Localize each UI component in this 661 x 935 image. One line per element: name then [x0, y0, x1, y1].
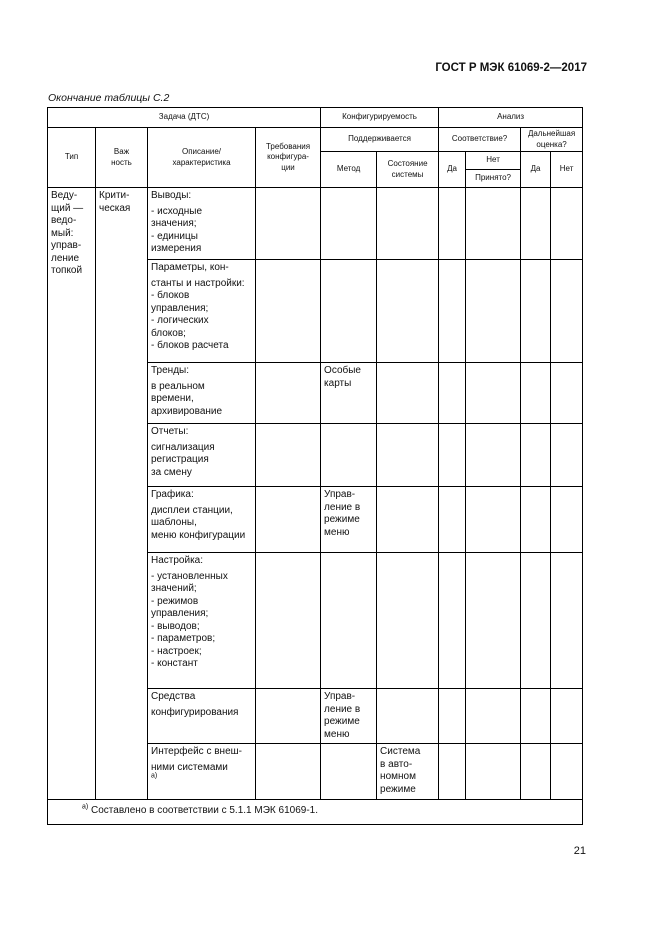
header-config-req-line: Требования — [265, 141, 311, 151]
description-cell — [148, 188, 256, 260]
further-no-cell — [551, 744, 583, 800]
compliance-no-cell — [466, 553, 521, 689]
description-line: Отчеты: — [151, 426, 189, 437]
footnote-mark: а) — [82, 803, 89, 811]
system-state-cell — [377, 260, 439, 363]
further-no-cell — [551, 260, 583, 363]
header-compliance-no: Нет — [466, 152, 521, 170]
header-further-evaluation — [521, 128, 583, 152]
description-line: конфигурирования — [151, 706, 239, 718]
method-cell — [321, 689, 377, 744]
description-line: - параметров; — [151, 633, 216, 644]
state-line: в авто- — [380, 758, 413, 770]
header-type: Тип — [48, 128, 96, 188]
system-state-cell — [377, 487, 439, 553]
method-line: карты — [324, 377, 352, 389]
compliance-yes-cell — [439, 260, 466, 363]
footnote-ref: а) — [151, 772, 158, 780]
footnote-text: Составлено в соответствии с 5.1.1 МЭК 61069-1. — [91, 805, 318, 816]
config-requirements-cell — [256, 487, 321, 553]
method-line: Особые — [324, 365, 361, 376]
compliance-no-cell — [466, 363, 521, 424]
description-cell — [148, 487, 256, 553]
config-requirements-cell — [256, 424, 321, 487]
type-line: Веду- — [51, 190, 78, 201]
method-line: Управ- — [324, 691, 356, 702]
description-line: - режимов — [151, 595, 199, 607]
system-state-cell — [377, 744, 439, 800]
description-line: управления; — [151, 608, 209, 619]
header-config-req-line: конфигура- — [267, 152, 309, 162]
description-line: меню конфигурации — [151, 529, 246, 541]
description-line: дисплеи станции, — [151, 504, 233, 516]
compliance-yes-cell — [439, 363, 466, 424]
description-cell — [148, 363, 256, 424]
further-no-cell — [551, 487, 583, 553]
further-yes-cell — [521, 260, 551, 363]
description-line: в реальном — [151, 380, 205, 392]
page-number: 21 — [573, 845, 586, 857]
compliance-yes-cell — [439, 689, 466, 744]
description-line: измерения — [151, 243, 202, 254]
state-line: Система — [380, 746, 421, 757]
table-row — [48, 188, 583, 260]
description-line: блоков; — [151, 327, 186, 339]
config-requirements-cell — [256, 260, 321, 363]
further-yes-cell — [521, 188, 551, 260]
compliance-no-cell — [466, 188, 521, 260]
header-further-line: оценка? — [536, 139, 567, 149]
header-description-line: характеристика — [172, 157, 231, 167]
system-state-cell — [377, 689, 439, 744]
description-line: архивирование — [151, 405, 223, 417]
description-cell — [148, 744, 256, 800]
description-line: значения; — [151, 218, 197, 229]
description-line: Выводы: — [151, 190, 192, 201]
compliance-yes-cell — [439, 553, 466, 689]
method-cell — [321, 424, 377, 487]
type-line: ление — [51, 252, 80, 264]
config-requirements-cell — [256, 689, 321, 744]
further-yes-cell — [521, 487, 551, 553]
compliance-yes-cell — [439, 424, 466, 487]
compliance-no-cell — [466, 689, 521, 744]
description-cell — [148, 689, 256, 744]
further-yes-cell — [521, 689, 551, 744]
further-yes-cell — [521, 553, 551, 689]
header-further-no: Нет — [551, 152, 583, 188]
description-line: - исходные — [151, 205, 203, 217]
type-line: управ- — [51, 240, 82, 251]
header-config-req-line: ции — [281, 162, 295, 172]
further-no-cell — [551, 689, 583, 744]
method-line: ление в — [324, 703, 361, 715]
method-line: режиме — [324, 716, 360, 727]
description-line: Интерфейс с внеш- — [151, 746, 242, 757]
description-cell — [148, 553, 256, 689]
header-state-line: системы — [391, 169, 424, 179]
description-line: - блоков расчета — [151, 340, 229, 351]
requirements-table — [47, 107, 583, 825]
description-line: ними системами — [151, 761, 228, 773]
method-cell — [321, 487, 377, 553]
header-compliance-yes: Да — [439, 152, 466, 188]
description-cell — [148, 260, 256, 363]
importance-cell — [96, 188, 148, 800]
compliance-no-cell — [466, 424, 521, 487]
system-state-cell — [377, 424, 439, 487]
description-line: - логических — [151, 315, 209, 326]
method-cell — [321, 553, 377, 689]
header-supported: Поддерживается — [321, 128, 439, 152]
description-line: - констант — [151, 658, 198, 669]
description-line: управления; — [151, 302, 209, 314]
type-line: мый: — [51, 227, 74, 239]
config-requirements-cell — [256, 553, 321, 689]
description-line: Тренды: — [151, 365, 189, 376]
method-line: меню — [324, 728, 350, 740]
description-line: - единицы — [151, 230, 198, 242]
method-cell — [321, 260, 377, 363]
method-cell — [321, 744, 377, 800]
type-line: топкой — [51, 265, 83, 276]
header-further-yes: Да — [521, 152, 551, 188]
state-line: режиме — [380, 783, 416, 795]
system-state-cell — [377, 553, 439, 689]
further-no-cell — [551, 363, 583, 424]
header-accepted: Принято? — [466, 170, 521, 188]
description-cell — [148, 424, 256, 487]
importance-line: Крити- — [99, 190, 130, 201]
system-state-cell — [377, 363, 439, 424]
method-line: меню — [324, 526, 350, 538]
compliance-no-cell — [466, 260, 521, 363]
description-line: - выводов; — [151, 620, 200, 632]
state-line: номном — [380, 771, 416, 782]
description-line: времени, — [151, 393, 194, 404]
method-cell — [321, 363, 377, 424]
description-line: - настроек; — [151, 645, 202, 657]
system-state-cell — [377, 188, 439, 260]
method-cell — [321, 188, 377, 260]
description-line: сигнализация — [151, 441, 215, 453]
description-line: Настройка: — [151, 555, 204, 566]
header-importance — [96, 128, 148, 188]
header-state-line: Состояние — [387, 159, 428, 168]
header-system-state — [377, 152, 439, 188]
table-caption: Окончание таблицы С.2 — [48, 92, 170, 104]
header-method: Метод — [321, 152, 377, 188]
config-requirements-cell — [256, 363, 321, 424]
description-line: Средства — [151, 691, 196, 702]
further-yes-cell — [521, 424, 551, 487]
description-line: значений; — [151, 583, 197, 594]
description-line: Параметры, кон- — [151, 262, 229, 273]
further-no-cell — [551, 188, 583, 260]
header-importance-line: Важ — [113, 147, 130, 156]
config-requirements-cell — [256, 188, 321, 260]
document-code: ГОСТ Р МЭК 61069-2—2017 — [435, 62, 587, 74]
compliance-yes-cell — [439, 188, 466, 260]
description-line: станты и настройки: — [151, 277, 245, 289]
method-line: Управ- — [324, 489, 356, 500]
method-line: ление в — [324, 501, 361, 513]
header-importance-line: ность — [111, 157, 132, 167]
further-no-cell — [551, 424, 583, 487]
table-footnote — [48, 800, 583, 825]
compliance-yes-cell — [439, 744, 466, 800]
type-line: ведо- — [51, 215, 77, 226]
description-line: шаблоны, — [151, 517, 197, 528]
header-description-line: Описание/ — [181, 147, 222, 156]
header-further-line: Дальнейшая — [527, 129, 576, 138]
header-compliance: Соответствие? — [439, 128, 521, 152]
further-yes-cell — [521, 363, 551, 424]
importance-line: ческая — [99, 202, 131, 214]
description-line: Графика: — [151, 489, 194, 500]
type-cell — [48, 188, 96, 800]
method-line: режиме — [324, 514, 360, 525]
further-yes-cell — [521, 744, 551, 800]
header-config-requirements — [256, 128, 321, 188]
type-line: щий — — [51, 202, 84, 214]
header-description — [148, 128, 256, 188]
description-line: регистрация — [151, 454, 209, 465]
header-task-group: Задача (ДТС) — [48, 108, 321, 128]
description-line: - блоков — [151, 290, 190, 301]
header-analysis-group: Анализ — [439, 108, 583, 128]
description-line: - установленных — [151, 570, 228, 582]
compliance-yes-cell — [439, 487, 466, 553]
description-line: за смену — [151, 466, 192, 478]
header-config-group: Конфигурируемость — [321, 108, 439, 128]
compliance-no-cell — [466, 744, 521, 800]
config-requirements-cell — [256, 744, 321, 800]
further-no-cell — [551, 553, 583, 689]
compliance-no-cell — [466, 487, 521, 553]
